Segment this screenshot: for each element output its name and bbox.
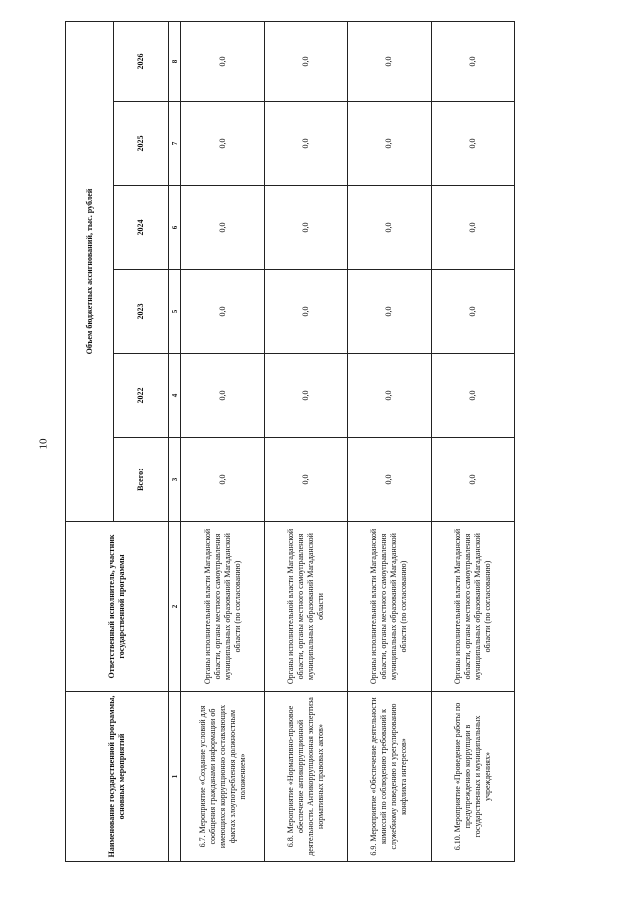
column-number: 4 <box>169 354 181 438</box>
column-number: 6 <box>169 186 181 270</box>
row-value: 0,0 <box>348 102 431 186</box>
row-responsible: Органы исполнительной власти Магаданской области, органы местного самоуправления муниципальных образований Магаданской области <box>264 522 347 692</box>
rotated-table-container <box>65 22 515 862</box>
row-name: 6.8. Мероприятие «Нормативно-правовое обеспечение антикоррупционной деятельности. Антикоррупционная экспертиза нормативных правовых актов» <box>264 692 347 862</box>
row-value: 0,0 <box>181 354 264 438</box>
row-value: 0,0 <box>348 438 431 522</box>
row-value: 0,0 <box>264 270 347 354</box>
row-value: 0,0 <box>264 438 347 522</box>
column-number: 1 <box>169 692 181 862</box>
row-responsible: Органы исполнительной власти Магаданской области, органы местного самоуправления муниципальных образований Магаданской области (по согласованию) <box>181 522 264 692</box>
column-number: 7 <box>169 102 181 186</box>
table-row <box>431 21 514 861</box>
row-value: 0,0 <box>181 270 264 354</box>
row-value: 0,0 <box>181 21 264 101</box>
budget-table <box>65 21 515 862</box>
column-number: 3 <box>169 438 181 522</box>
row-value: 0,0 <box>348 354 431 438</box>
header-row-1 <box>66 21 114 861</box>
column-number: 8 <box>169 21 181 101</box>
header-responsible: Ответственный исполнитель, участник государственной программы <box>66 522 169 692</box>
row-name: 6.9. Мероприятие «Обеспечение деятельности комиссий по соблюдению требований к служебному поведению и урегулированию конфликта интересов» <box>348 692 431 862</box>
row-value: 0,0 <box>431 186 514 270</box>
header-year-2025: 2025 <box>114 102 169 186</box>
column-number: 5 <box>169 270 181 354</box>
row-value: 0,0 <box>181 102 264 186</box>
row-value: 0,0 <box>431 270 514 354</box>
row-value: 0,0 <box>264 186 347 270</box>
header-name: Наименование государственной программы, основных мероприятий <box>66 692 169 862</box>
row-value: 0,0 <box>181 186 264 270</box>
row-value: 0,0 <box>264 21 347 101</box>
row-value: 0,0 <box>264 102 347 186</box>
row-value: 0,0 <box>431 438 514 522</box>
row-responsible: Органы исполнительной власти Магаданской области, органы местного самоуправления муниципальных образований Магаданской области (по согласованию) <box>431 522 514 692</box>
row-value: 0,0 <box>348 186 431 270</box>
row-value: 0,0 <box>431 354 514 438</box>
row-name: 6.10. Мероприятие «Проведение работы по предупреждению коррупции в государственных и муниципальных учреждениях» <box>431 692 514 862</box>
row-value: 0,0 <box>264 354 347 438</box>
header-year-2023: 2023 <box>114 270 169 354</box>
table-row <box>181 21 264 861</box>
row-responsible: Органы исполнительной власти Магаданской области, органы местного самоуправления муниципальных образований Магаданской области (по согласованию) <box>348 522 431 692</box>
header-budget: Объем бюджетных ассигнований, тыс. рублей <box>66 21 114 521</box>
header-year-2026: 2026 <box>114 21 169 101</box>
column-number-row <box>169 21 181 861</box>
row-value: 0,0 <box>348 21 431 101</box>
row-value: 0,0 <box>431 102 514 186</box>
row-name: 6.7. Мероприятие «Создание условий для сообщения гражданами информации об имеющихся коррупционно составляющих фактах злоупотребления должностным положением» <box>181 692 264 862</box>
table-row <box>348 21 431 861</box>
table-row <box>264 21 347 861</box>
row-value: 0,0 <box>348 270 431 354</box>
page-number: 10 <box>37 438 50 450</box>
column-number: 2 <box>169 522 181 692</box>
row-value: 0,0 <box>431 21 514 101</box>
row-value: 0,0 <box>181 438 264 522</box>
header-year-2022: 2022 <box>114 354 169 438</box>
header-year-2024: 2024 <box>114 186 169 270</box>
header-total: Всего: <box>114 438 169 522</box>
